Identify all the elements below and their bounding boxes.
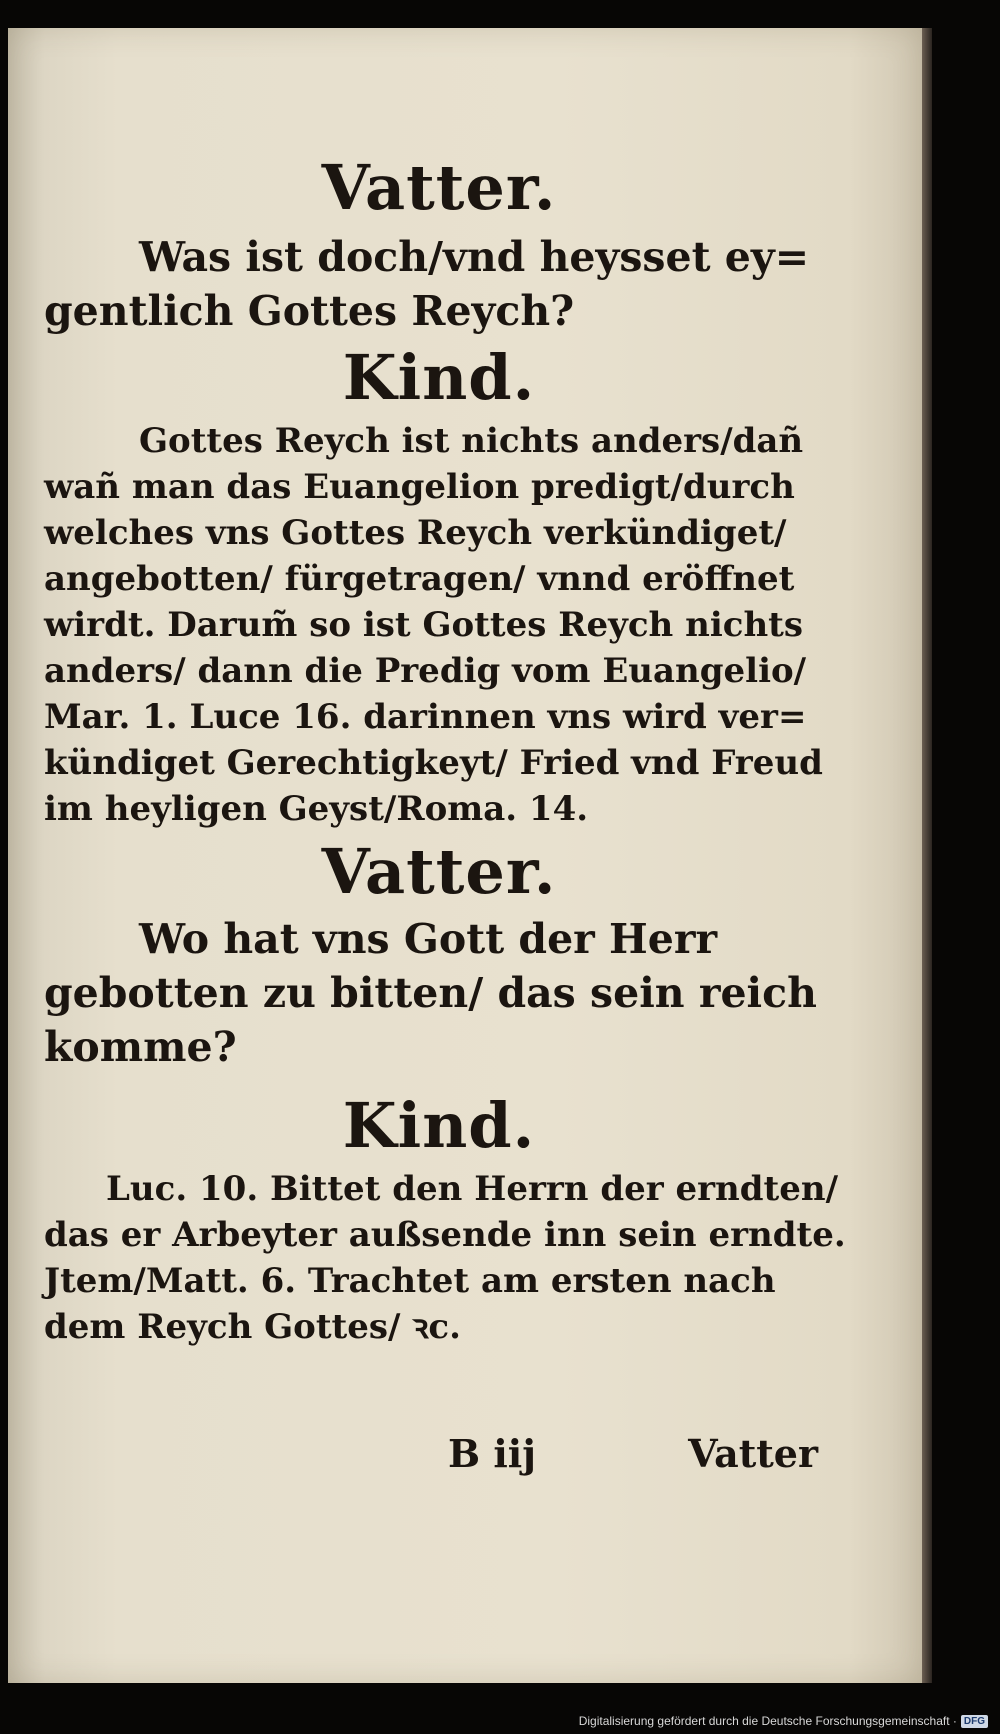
question-1-line: Was ist doch/vnd heysset ey= [139, 233, 810, 281]
signature-mark: B iij [448, 1431, 536, 1476]
heading-kind-2: Kind. [342, 1089, 536, 1162]
answer-2 [44, 1166, 846, 1350]
catchword: Vatter [688, 1431, 818, 1476]
heading-kind-1: Kind. [342, 341, 536, 414]
page-text [44, 148, 846, 1350]
answer-1-line: Mar. 1. Luce 16. darinnen vns wird ver= [44, 697, 807, 737]
question-2-line: Wo hat vns Gott der Herr [139, 915, 718, 963]
question-2 [44, 912, 834, 1074]
answer-1-line: wirdt. Darum̃ so ist Gottes Reych nichts [44, 605, 804, 645]
question-2-line: gebotten zu bitten/ das sein reich [44, 969, 817, 1017]
heading-vatter-1: Vatter. [321, 151, 557, 224]
answer-2-line: das er Arbeyter außsende inn sein erndte. [44, 1215, 846, 1255]
question-1 [44, 230, 834, 338]
page-edge-shadow [922, 28, 932, 1683]
dfg-logo: DFG [961, 1715, 988, 1728]
question-1-line: gentlich Gottes Reych? [44, 287, 575, 335]
answer-1 [44, 418, 834, 832]
answer-1-line: wañ man das Euangelion predigt/durch [44, 467, 795, 507]
answer-2-line: dem Reych Gottes/ ꝛc. [44, 1307, 461, 1347]
answer-2-line: Jtem/Matt. 6. Trachtet am ersten nach [44, 1261, 776, 1301]
answer-1-line: angebotten/ fürgetragen/ vnnd eröffnet [44, 559, 795, 599]
answer-2-line: Luc. 10. Bittet den Herrn der erndten/ [106, 1169, 838, 1209]
question-2-line: komme? [44, 1023, 237, 1071]
credit-text: Digitalisierung gefördert durch die Deutsche Forschungsgemeinschaft · [578, 1714, 957, 1728]
answer-1-line: kündiget Gerechtigkeyt/ Fried vnd Freud [44, 743, 823, 783]
answer-1-line: im heyligen Geyst/Roma. 14. [44, 789, 589, 829]
answer-1-line: Gottes Reych ist nichts anders/dañ [139, 421, 804, 461]
answer-1-line: anders/ dann die Predig vom Euangelio/ [44, 651, 807, 691]
book-page [8, 28, 922, 1683]
answer-1-line: welches vns Gottes Reych verkündiget/ [44, 513, 787, 553]
digitization-credit [579, 1714, 988, 1728]
heading-vatter-2: Vatter. [321, 835, 557, 908]
page-footer [448, 1431, 838, 1481]
